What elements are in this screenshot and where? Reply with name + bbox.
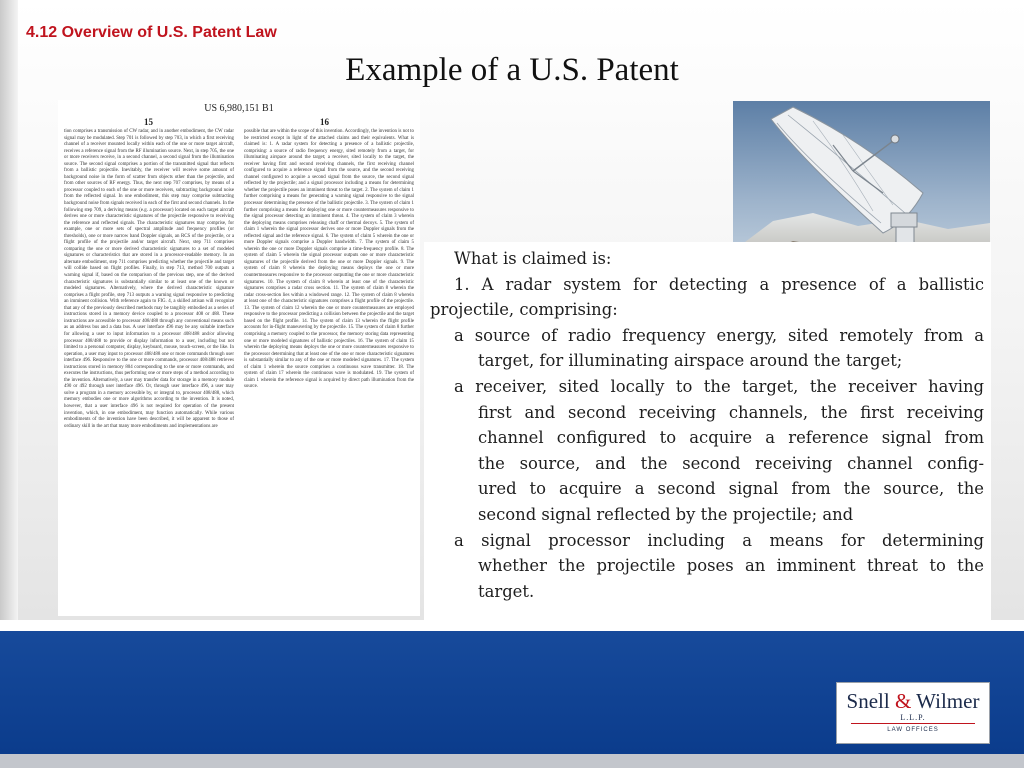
claim-line: a receiver, sited locally to the target, the receiver having [454, 376, 984, 396]
patent-page-scan [58, 100, 420, 616]
claim-line: target. [478, 581, 535, 601]
patent-left-column [64, 129, 234, 430]
claim-line: projectile, comprising: [430, 300, 618, 320]
logo-name-left: Snell [846, 689, 890, 713]
claim-line: whether the projectile poses an imminent threat to the [478, 556, 984, 576]
claim-line: second signal reflected by the projectile; and [478, 504, 854, 524]
patent-number-header: US 6,980,151 B1 [204, 103, 274, 114]
claim-line: a signal processor including a means for determining [454, 530, 984, 550]
claim-line: the source, and the second receiving channel config- [478, 453, 984, 473]
patent-right-column-text: possible that are within the scope of this invention. Accordingly, the invention is not to be restricted except in light of the attached claims and their equivalents. What is claimed is: 1. A radar system for detecting a presence of a ballistic projectile, comprising: a source of radio frequency energy, sited remotely from a target, for illuminating airspace around the target; a receiver, sited locally to the target, the receiver having first and second receiving channels, the first receiving channel configured to acquire a reference signal from the source, and the second receiving channel configured to acquire a second signal from the source, the second signal reflected by the projectile; and a signal processor including a means for determining whether the projectile poses an imminent threat to the target. 2. The system of claim 1 further comprising a means for generating a warning signal responsive to the signal processor determining the presence of the ballistic projectile. 3. The system of claim 1 further comprising a means for deploying one or more countermeasures responsive to the signal processor detecting an imminent threat. 4. The system of claim 3 wherein the deploying means comprises releasing chaff or thermal decoys. 5. The system of claim 1 wherein the signal processor derives one or more Doppler signals from the reflected signal and the reference signal. 6. The system of claim 5 wherein the one or more Doppler signals comprise a Doppler bandwidth. 7. The system of claim 5 wherein the one or more Doppler signals comprise a time-frequency profile. 8. The system of claim 5 wherein the signal processor outputs one or more characteristic signatures of the projectile derived from the one or more Doppler signals. 9. The system of claim 8 wherein the deploying means deploys the one or more countermeasures responsive to the processor outputting the one or more characteristic signatures. 10. The system of claim 8 wherein at least one of the characteristic signatures comprises a radar cross section. 11. The system of claim 8 wherein the radar cross-section lies within a windowed range. 12. The system of claim 8 wherein at least one of the characteristic signatures comprises a flight profile of the projectile. 13. The system of claim 12 wherein the one or more countermeasures are employed responsive to the processor predicting a collision between the projectile and the target based on the flight profile. 14. The system of claim 13 wherein the flight profile accounts for in-flight maneuvering by the projectile. 15. The system of claim 8 further comprising a memory coupled to the processor, the memory storing data representing one or more modeled signatures of ballistic projectiles. 16. The system of claim 15 wherein the deploying means deploys the one or more countermeasures responsive to the processor determining that at least one of the one or more characteristic signatures is substantially similar to any of the one or more modeled signatures. 17. The system of claim 1 wherein the source comprises a continuous wave transmitter. 18. The system of claim 17 wherein the continuous wave is modulated. 19. The system of claim 1 wherein the reference signal is acquired by direct path illumination from the source. [244, 129, 414, 390]
right-column-number: 16 [320, 117, 329, 127]
claim-line: ured to acquire a second signal from the source, the [478, 479, 984, 499]
claim-line: target, for illuminating airspace around the target; [478, 351, 903, 371]
logo-name-right: Wilmer [916, 689, 980, 713]
slide-title: Example of a U.S. Patent [345, 52, 679, 88]
snell-wilmer-logo [836, 682, 990, 744]
section-label: 4.12 Overview of U.S. Patent Law [26, 24, 277, 41]
logo-name [837, 689, 989, 714]
left-column-number: 15 [144, 117, 153, 127]
claim-text [430, 246, 984, 604]
claim-line: a source of radio frequency energy, sited remotely from a [454, 325, 984, 345]
logo-subtitle: LAW OFFICES [887, 727, 939, 733]
claim-excerpt-box [424, 242, 991, 633]
patent-right-column [244, 129, 414, 391]
claim-line: first and second receiving channels, the first receiving [478, 402, 984, 422]
patent-left-column-text: tion comprises a transmission of CW radar, and in another embodiment, the CW radar signal may be modulated. Step 701 is followed by step 703, in which a first receiving channel of a receiver mounted locally within each of the one or more target aircraft, receives a reference signal from the RF illumination source. Next, in step 705, the one or more receivers receive, in a second channel, a second signal from the illumination source. The second signal comprises a portion of the transmitted signal that reflects from a ballistic projectile. Inevitably, the receiver will receive some amount of background noise in the form of scatter from objects other than the projectile, and from other sources of RF energy. Thus, the next step 707 comprises, by means of a processor coupled to each of the one or more receivers, subtracting background noise from the reflected signal. In one embodiment, this step may comprise subtracting background noise from signals received in each of the first and second channels. In the following step 709, a deriving means (e.g. a processor) located on each target aircraft derives one or more characteristic signatures of the projectile responsive to receiving the reference and reflected signals. The characteristic signatures may comprise, for example, one or more sets of spectral amplitude and frequency profiles (or thresholds), one or more narrow band Doppler signals, an RCS of the projectile, or a flight profile of the projectile and/or target aircraft. Next, step 711 comprises comparing the one or more derived characteristic signatures to a set of modeled signatures or characteristics that are stored in a processor-readable memory. In an alternate embodiment, step 711 comprises predicting whether the projectile and target will collide based on flight profiles. Finally, in step 713, method 700 outputs a warning signal if, based on the comparison of the previous step, one of the derived characteristic signatures is substantially similar to at least one of the known or modeled signatures. Alternatively, where the derived characteristic signature comprises a flight profile, step 713 outputs a warning signal responsive to predicting an imminent collision. With reference again to FIG. 4, a skilled artisan will recognize that any of the previously described methods may be tangibly embodied as a series of instructions stored in a memory device coupled to a processor 408 or 488. These instructions are accessible to processor 408/488 through any conventional means such as an address bus and a data bus. A user interface 496 may be any suitable interface for allowing a user to input information to a processor 408/488 and/or allowing processor 408/488 to provide or display information to a user, including but not limited to a personal computer, display, keyboard, mouse, touch-screen, or the like. In operation, a user may input to processor 408/488 one or more commands through user interface 496. Responsive to the one or more commands, processor 408/488 retrieves instructions stored in memory 804 corresponding to the one or more commands, and executes the instructions, thus performing one or more steps of a method according to the invention. Alternatively, a user may transfer data for storage in a memory module 490 or 492 through user interface 496. Or, through user interface 496, a user may solve a program in a memory accessible by, or integral to, processor 408/488, which memory embodies one or more algorithms according to the invention. It is noted, however, that a user interface 496 is not required for operation of the present invention, which, in one embodiment, may function automatically. While various embodiments of the invention have been described, it will be apparent to those of ordinary skill in the art that many more embodiments and implementations are [64, 129, 234, 429]
claim-line: channel configured to acquire a reference signal from [478, 428, 984, 448]
claim-line: 1. A radar system for detecting a presence of a ballistic [454, 274, 984, 294]
logo-llp: L.L.P. [900, 713, 926, 722]
logo-divider [851, 723, 975, 724]
footer-gray-band [0, 754, 1024, 768]
left-edge-shading [0, 0, 18, 620]
logo-ampersand: & [894, 689, 912, 713]
claim-line: What is claimed is: [454, 249, 612, 268]
